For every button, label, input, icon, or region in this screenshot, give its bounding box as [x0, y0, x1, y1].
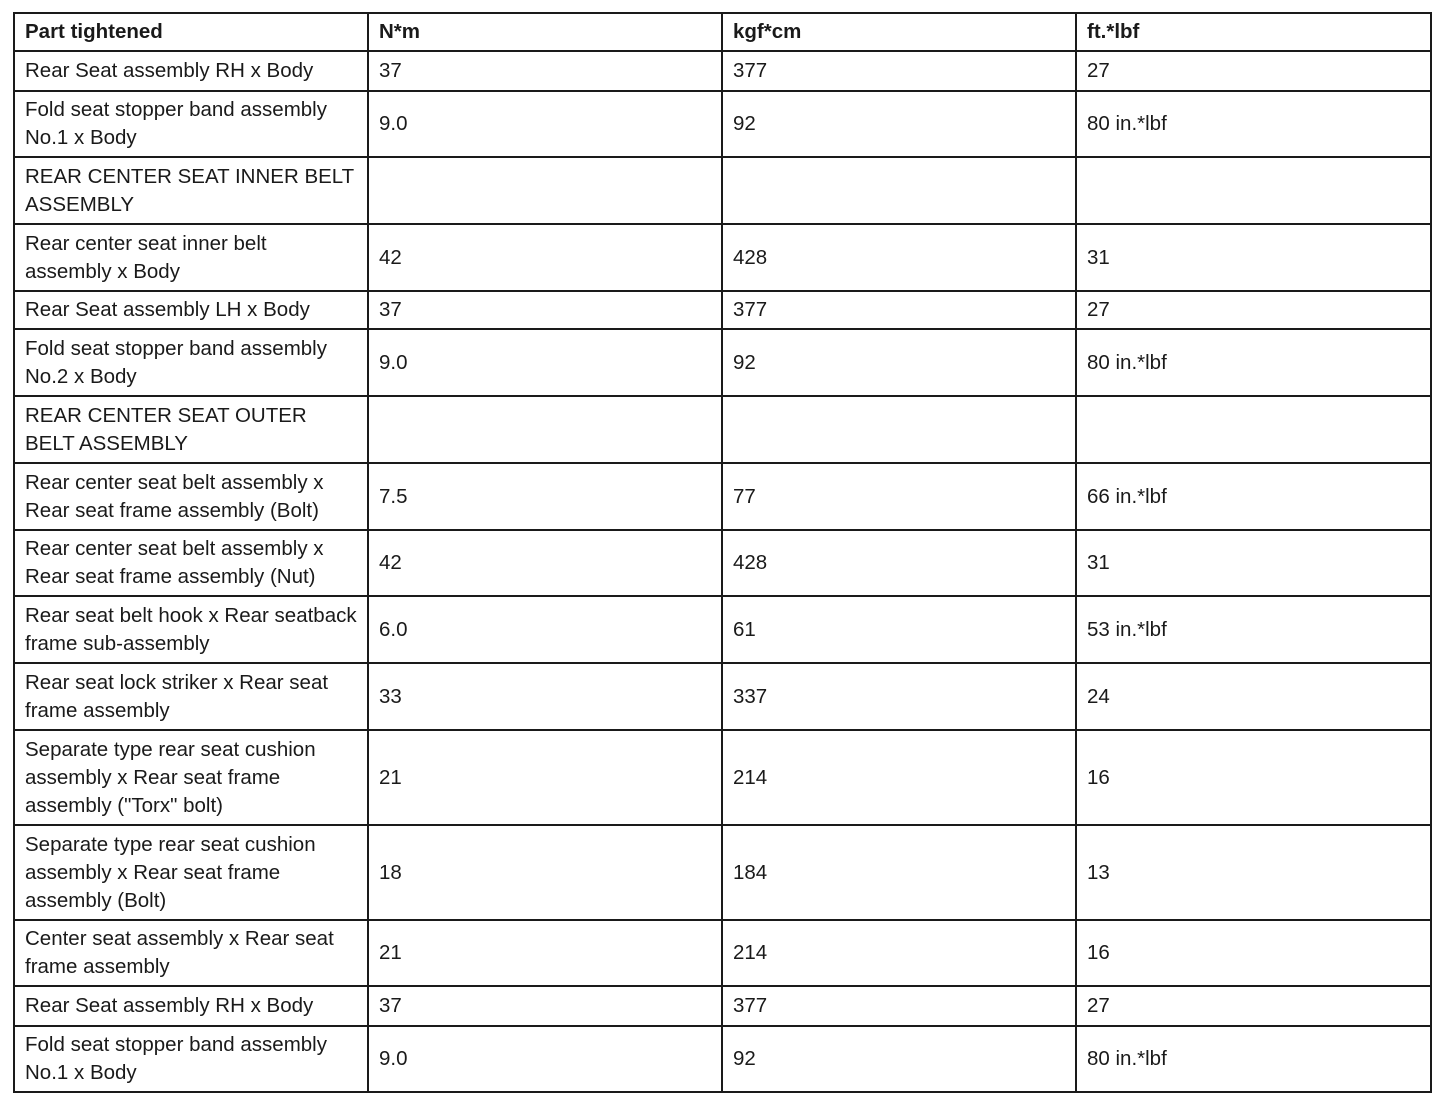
- cell-ftlbf: 27: [1076, 291, 1431, 329]
- table-row: [14, 463, 1431, 530]
- table-section-row: [14, 157, 1431, 224]
- cell-nm: 37: [368, 986, 722, 1026]
- cell-part: Rear seat lock striker x Rear seat frame assembly: [14, 663, 368, 730]
- cell-ftlbf: 66 in.*lbf: [1076, 463, 1431, 530]
- table-section-row: [14, 396, 1431, 463]
- cell-part: Center seat assembly x Rear seat frame assembly: [14, 920, 368, 986]
- table-row: [14, 530, 1431, 596]
- cell-nm: 21: [368, 920, 722, 986]
- table-row: [14, 291, 1431, 329]
- torque-spec-table: [13, 12, 1432, 1093]
- cell-kgfcm: [722, 157, 1076, 224]
- cell-part: Rear seat belt hook x Rear seatback frame sub-assembly: [14, 596, 368, 663]
- cell-part: Rear Seat assembly RH x Body: [14, 986, 368, 1026]
- cell-part: Rear center seat belt assembly x Rear seat frame assembly (Nut): [14, 530, 368, 596]
- cell-kgfcm: 377: [722, 291, 1076, 329]
- cell-kgfcm: 377: [722, 51, 1076, 91]
- cell-kgfcm: 428: [722, 530, 1076, 596]
- cell-kgfcm: 214: [722, 920, 1076, 986]
- cell-nm: 7.5: [368, 463, 722, 530]
- header-kgf-cm: kgf*cm: [722, 13, 1076, 51]
- cell-nm: 37: [368, 51, 722, 91]
- cell-nm: 33: [368, 663, 722, 730]
- cell-ftlbf: 27: [1076, 51, 1431, 91]
- cell-ftlbf: 31: [1076, 224, 1431, 291]
- cell-nm: 21: [368, 730, 722, 825]
- cell-kgfcm: 77: [722, 463, 1076, 530]
- cell-kgfcm: [722, 396, 1076, 463]
- cell-nm: 37: [368, 291, 722, 329]
- table-row: [14, 224, 1431, 291]
- cell-ftlbf: [1076, 396, 1431, 463]
- cell-ftlbf: 53 in.*lbf: [1076, 596, 1431, 663]
- cell-nm: [368, 157, 722, 224]
- cell-kgfcm: 428: [722, 224, 1076, 291]
- cell-ftlbf: 80 in.*lbf: [1076, 91, 1431, 157]
- header-part-tightened: Part tightened: [14, 13, 368, 51]
- cell-part: Rear center seat belt assembly x Rear seat frame assembly (Bolt): [14, 463, 368, 530]
- cell-part: Rear Seat assembly LH x Body: [14, 291, 368, 329]
- cell-ftlbf: [1076, 157, 1431, 224]
- table-row: [14, 1026, 1431, 1092]
- cell-section-title: REAR CENTER SEAT INNER BELT ASSEMBLY: [14, 157, 368, 224]
- cell-section-title: REAR CENTER SEAT OUTER BELT ASSEMBLY: [14, 396, 368, 463]
- table-header-row: [14, 13, 1431, 51]
- cell-part: Fold seat stopper band assembly No.1 x Body: [14, 1026, 368, 1092]
- cell-kgfcm: 61: [722, 596, 1076, 663]
- cell-part: Fold seat stopper band assembly No.2 x Body: [14, 329, 368, 396]
- table-row: [14, 825, 1431, 920]
- cell-kgfcm: 92: [722, 1026, 1076, 1092]
- table-row: [14, 663, 1431, 730]
- cell-part: Rear center seat inner belt assembly x Body: [14, 224, 368, 291]
- cell-ftlbf: 16: [1076, 920, 1431, 986]
- table-row: [14, 596, 1431, 663]
- cell-nm: 9.0: [368, 1026, 722, 1092]
- cell-kgfcm: 337: [722, 663, 1076, 730]
- cell-nm: 18: [368, 825, 722, 920]
- cell-part: Separate type rear seat cushion assembly x Rear seat frame assembly ("Torx" bolt): [14, 730, 368, 825]
- cell-nm: 9.0: [368, 91, 722, 157]
- cell-kgfcm: 92: [722, 91, 1076, 157]
- table-row: [14, 986, 1431, 1026]
- cell-ftlbf: 31: [1076, 530, 1431, 596]
- cell-ftlbf: 13: [1076, 825, 1431, 920]
- cell-part: Rear Seat assembly RH x Body: [14, 51, 368, 91]
- cell-nm: 42: [368, 530, 722, 596]
- cell-kgfcm: 184: [722, 825, 1076, 920]
- cell-ftlbf: 24: [1076, 663, 1431, 730]
- cell-nm: 9.0: [368, 329, 722, 396]
- table-row: [14, 730, 1431, 825]
- cell-kgfcm: 214: [722, 730, 1076, 825]
- cell-part: Separate type rear seat cushion assembly x Rear seat frame assembly (Bolt): [14, 825, 368, 920]
- cell-ftlbf: 27: [1076, 986, 1431, 1026]
- cell-part: Fold seat stopper band assembly No.1 x Body: [14, 91, 368, 157]
- cell-nm: 6.0: [368, 596, 722, 663]
- cell-nm: [368, 396, 722, 463]
- table-row: [14, 51, 1431, 91]
- cell-ftlbf: 80 in.*lbf: [1076, 329, 1431, 396]
- cell-kgfcm: 92: [722, 329, 1076, 396]
- table-row: [14, 91, 1431, 157]
- cell-kgfcm: 377: [722, 986, 1076, 1026]
- header-ft-lbf: ft.*lbf: [1076, 13, 1431, 51]
- header-newton-meter: N*m: [368, 13, 722, 51]
- table-row: [14, 329, 1431, 396]
- table-row: [14, 920, 1431, 986]
- cell-ftlbf: 16: [1076, 730, 1431, 825]
- cell-ftlbf: 80 in.*lbf: [1076, 1026, 1431, 1092]
- cell-nm: 42: [368, 224, 722, 291]
